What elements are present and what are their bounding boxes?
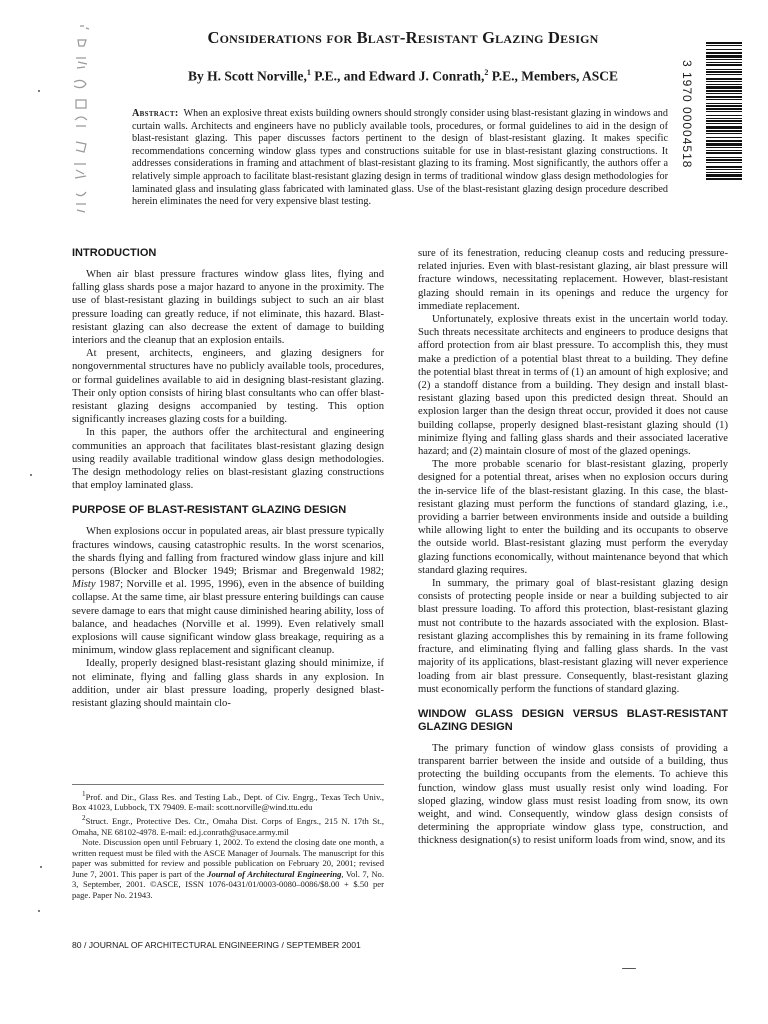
barcode-number: 3 1970 00004518	[680, 60, 694, 169]
section-heading-window-glass-design: WINDOW GLASS DESIGN VERSUS BLAST-RESISTANT GLAZING DESIGN	[418, 707, 728, 733]
section-heading-introduction: INTRODUCTION	[72, 247, 157, 259]
note-text: , Vol. 7, No. 3, September, 2001. ©ASCE, ISSN 1076-0431/01/0003-0080–0086/$8.00 + $.50 per page. Paper No. 21943.	[72, 868, 384, 901]
right-column	[418, 247, 728, 848]
footnote-1	[72, 789, 384, 813]
abstract	[132, 108, 668, 209]
footnote-mark: 2	[82, 814, 86, 823]
margin-dot	[622, 968, 636, 969]
author2-footnote-mark: 2	[484, 68, 489, 77]
margin-stamp-marks	[52, 18, 102, 218]
paragraph: Unfortunately, explosive threats exist in the uncertain world today. Such threats necessitate architects and engineers to produce designs that afford protection from air blast pressure. To accomplish this, they must make a prediction of a potential blast threat to a building. They define the potential blast threat in terms of (1) an amount of high explosive; and (2) a standoff distance from a building. They design and install blast-resistant glazing based upon this predicted design threat. Should an explosion larger than the design threat occur, provided it does not cause building collapse, properly designed blast-resistant glazing should (1) minimize flying and falling glass shards and their associated lacerative hazard; and (2) maintain closure of most of the glazed openings.	[418, 314, 728, 458]
footnote-note	[72, 837, 384, 901]
paragraph: The primary function of window glass consists of providing a transparent barrier between the inside and outside of a building, thus protecting the building occupants from the elements. To achieve this function, window glass must usually resist only wind loading. For sloped glazing, window glass must resist loading from snow, its own weight, and wind. Consequently, window glass design consists of determining the appropriate window glass type, construction, and thickness designation(s) to resist uniform loads from wind, snow, and its	[418, 742, 728, 847]
footnote-mark: 1	[82, 790, 86, 798]
note-text: Note. Discussion open until February 1, 2002. To extend the closing date one month, a written request must be filed with the ASCE Manager of Journals. The manuscript for this paper was submitted for review and possible publication on February 20, 2001; revised June 7, 2001. This paper is part of the	[72, 837, 384, 879]
footnote-text: Prof. and Dir., Glass Res. and Testing Lab., Dept. of Civ. Engrg., Texas Tech Univ., Box 41023, Lubbock, TX 79409. E-mail: scott.norville@wind.ttu.edu	[72, 791, 384, 813]
authors-prefix: By H. Scott Norville,	[187, 68, 307, 84]
paragraph: The more probable scenario for blast-resistant glazing, properly designed for a potential threat, arises when no explosion occurs during the in-service life of the blast-resistant glazing. In this case, the blast-resistant glazing must perform the functions of standard glazing, i.e., providing a barrier between environments inside and outside a building while allowing light to enter the building and its occupants to observe the outside world. Blast-resistant glazing must perform the everyday glazing functions economically, without maintenance beyond that which standard glazing requires.	[418, 459, 728, 576]
left-column	[72, 247, 384, 710]
footnote-2	[72, 813, 384, 837]
author-line	[138, 68, 668, 85]
citation-italic: Misty	[72, 579, 96, 591]
abstract-text: When an explosive threat exists building owners should strongly consider using blast-resistant glazing in windows and curtain walls. Architects and engineers have no publicly available tools, procedures, or formal guidelines to aid in the design of blast-resistant glazing. This paper discusses factors pertinent to the design of blast-resistant glazing. It makes specific recommendations concerning window glass types and constructions suitable for use in blast-resistant glazing constructions. It addresses considerations in framing and attachment of blast-resistant glazing to its framing. Most significantly, the authors offer a relatively simple approach to facilitate blast-resistant glazing design in terms of traditional window glass design methodologies for laminated glass and insulating glass fabricated with laminated glass. Use of the blast-resistant glazing design procedure described herein eliminates the need for very expensive blast testing.	[132, 108, 668, 208]
page-footer: 80 / JOURNAL OF ARCHITECTURAL ENGINEERING / SEPTEMBER 2001	[72, 940, 361, 950]
paper-title: Considerations for Blast-Resistant Glazing Design	[207, 28, 599, 47]
journal-name: Journal of Architectural Engineering	[207, 868, 342, 879]
abstract-label: Abstract:	[132, 108, 179, 119]
paragraph: At present, architects, engineers, and glazing designers for nongovernmental structures have no publicly available tools, procedures, or formal guidelines available to aid in designing blast-resistant glazing. Their only option consists of hiring blast consultants who can offer blast-resistant glazing designs accompanied by testing. This option significantly increases glazing costs for a building.	[72, 348, 384, 426]
margin-dot	[38, 90, 40, 92]
paragraph: sure of its fenestration, reducing cleanup costs and reducing pressure-related injuries. Even with blast-resistant glazing, air blast pressure will fracture windows, necessitating replacement. However, blast-resistant glazing should remain in its openings and reduce the urgency for immediate replacement.	[418, 248, 728, 312]
paragraph: In summary, the primary goal of blast-resistant glazing design consists of protecting people inside or near a building subjected to air blast pressure loading. To afford this protection, blast-resistant glazing must not contribute to the hazards associated with the explosion. Blast-resistant glazing accomplishes this by remaining in its frame following fracture, and eliminating flying and falling glass shards. In the vast majority of its applications, blast-resistant glazing will never experience loading from air blast pressure. Consequently, blast-resistant glazing must economically perform the functions of standard glazing.	[418, 578, 728, 695]
paragraph-text: When explosions occur in populated areas, air blast pressure typically fractures windows, causing catastrophic results. In the worst scenarios, the shards flying and falling from fractured window glass injure and kill persons (Blocker and Blocker 1949; Brismar and Bregenwald 1982;	[72, 526, 384, 578]
authors-suffix: P.E., Members, ASCE	[488, 68, 619, 84]
authors-mid: P.E., and Edward J. Conrath,	[310, 68, 485, 84]
margin-dot	[40, 866, 42, 868]
library-barcode	[706, 42, 742, 180]
paragraph: In this paper, the authors offer the architectural and engineering communities an approach that facilitates blast-resistant glazing design using readily available traditional window glass design methodologies. The design methodology relies on blast-resistant glazing constructions that employ laminated glass.	[72, 427, 384, 492]
author1-footnote-mark: 1	[306, 68, 311, 77]
paragraph-text: 1987; Norville et al. 1995, 1996), even in the absence of building collapse. At the same time, air blast pressure entering buildings can cause severe damage to ears that might cause diminished hearing ability, loss of balance, and headaches (Norville et al. 1999). Even relatively small explosions will cause significant window glass breakage, requiring as a minimum, window glass replacement and significant cleanup.	[72, 579, 384, 657]
footnote-text: Struct. Engr., Protective Des. Ctr., Omaha Dist. Corps of Engrs., 215 N. 17th St., Omaha, NE 68102-4978. E-mail: ed.j.conrath@usace.army.mil	[72, 815, 384, 837]
footnotes	[72, 784, 384, 901]
margin-dot	[38, 910, 40, 912]
paragraph: When air blast pressure fractures window glass lites, flying and falling glass shards pose a major hazard to anyone in the proximity. The use of blast-resistant glazing in buildings subject to such an air blast pressure loading can greatly reduce, if not eliminate, this hazard. Blast-resistant glazing can also decrease the extent of damage to building interiors and the cleanup that an explosion entails.	[72, 269, 384, 347]
paragraph: Ideally, properly designed blast-resistant glazing should minimize, if not eliminate, flying and falling glass shards in any explosion. In addition, under air blast pressure loading, properly designed blast-resistant glazing should maintain clo-	[72, 658, 384, 710]
margin-dot	[30, 474, 32, 476]
section-heading-purpose: PURPOSE OF BLAST-RESISTANT GLAZING DESIGN	[72, 504, 347, 517]
paragraph	[72, 525, 384, 657]
